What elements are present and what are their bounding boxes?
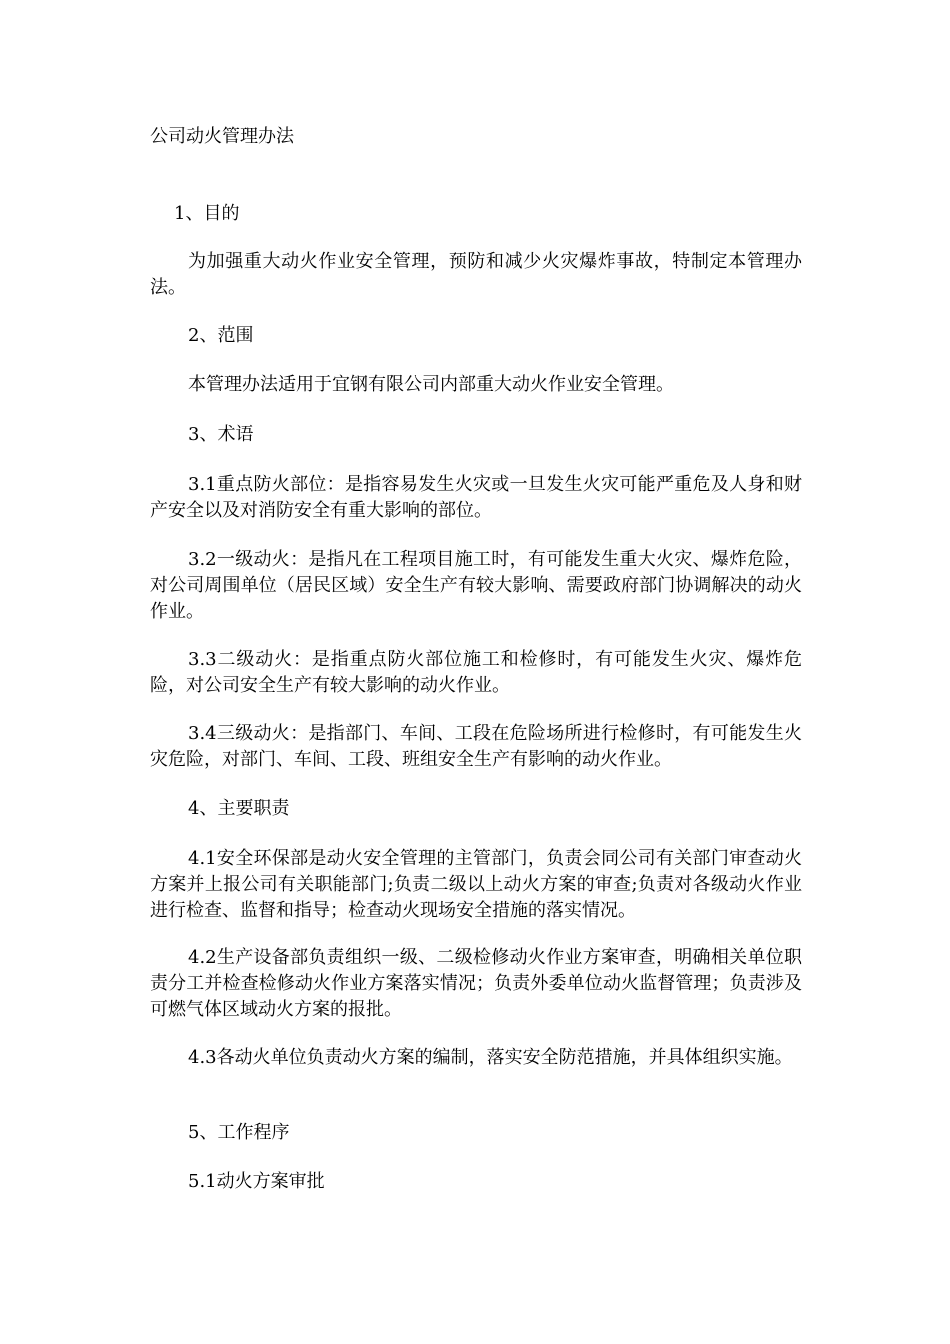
paragraph-term-3-3: 3.3二级动火：是指重点防火部位施工和检修时，有可能发生火灾、爆炸危险，对公司安全生产有较大影响的动火作业。 bbox=[150, 649, 802, 696]
subsection-heading-5-1: 5.1动火方案审批 bbox=[188, 1171, 325, 1192]
section-heading-purpose: 1、目的 bbox=[174, 203, 240, 224]
paragraph-resp-4-2: 4.2生产设备部负责组织一级、二级检修动火作业方案审查，明确相关单位职责分工并检查检修动火作业方案落实情况；负责外委单位动火监督管理；负责涉及可燃气体区域动火方案的报批。 bbox=[150, 947, 802, 1020]
paragraph-purpose: 为加强重大动火作业安全管理，预防和减少火灾爆炸事故，特制定本管理办法。 bbox=[150, 251, 802, 298]
section-heading-scope: 2、范围 bbox=[188, 325, 254, 346]
paragraph-scope: 本管理办法适用于宜钢有限公司内部重大动火作业安全管理。 bbox=[188, 374, 674, 395]
paragraph-resp-4-3: 4.3各动火单位负责动火方案的编制，落实安全防范措施，并具体组织实施。 bbox=[188, 1047, 793, 1068]
paragraph-term-3-1: 3.1重点防火部位：是指容易发生火灾或一旦发生火灾可能严重危及人身和财产安全以及对消防安全有重大影响的部位。 bbox=[150, 474, 802, 521]
paragraph-resp-4-1: 4.1安全环保部是动火安全管理的主管部门，负责会同公司有关部门审查动火方案并上报公司有关职能部门;负责二级以上动火方案的审查;负责对各级动火作业进行检查、监督和指导；检查动火现场安全措施的落实情况。 bbox=[150, 848, 802, 921]
section-heading-terms: 3、术语 bbox=[188, 424, 254, 445]
document-title: 公司动火管理办法 bbox=[150, 126, 294, 147]
section-heading-responsibilities: 4、主要职责 bbox=[188, 798, 290, 819]
paragraph-term-3-4: 3.4三级动火：是指部门、车间、工段在危险场所进行检修时，有可能发生火灾危险，对部门、车间、工段、班组安全生产有影响的动火作业。 bbox=[150, 723, 802, 770]
section-heading-procedure: 5、工作程序 bbox=[188, 1122, 290, 1143]
paragraph-term-3-2: 3.2一级动火：是指凡在工程项目施工时，有可能发生重大火灾、爆炸危险，对公司周围单位（居民区域）安全生产有较大影响、需要政府部门协调解决的动火作业。 bbox=[150, 549, 802, 622]
